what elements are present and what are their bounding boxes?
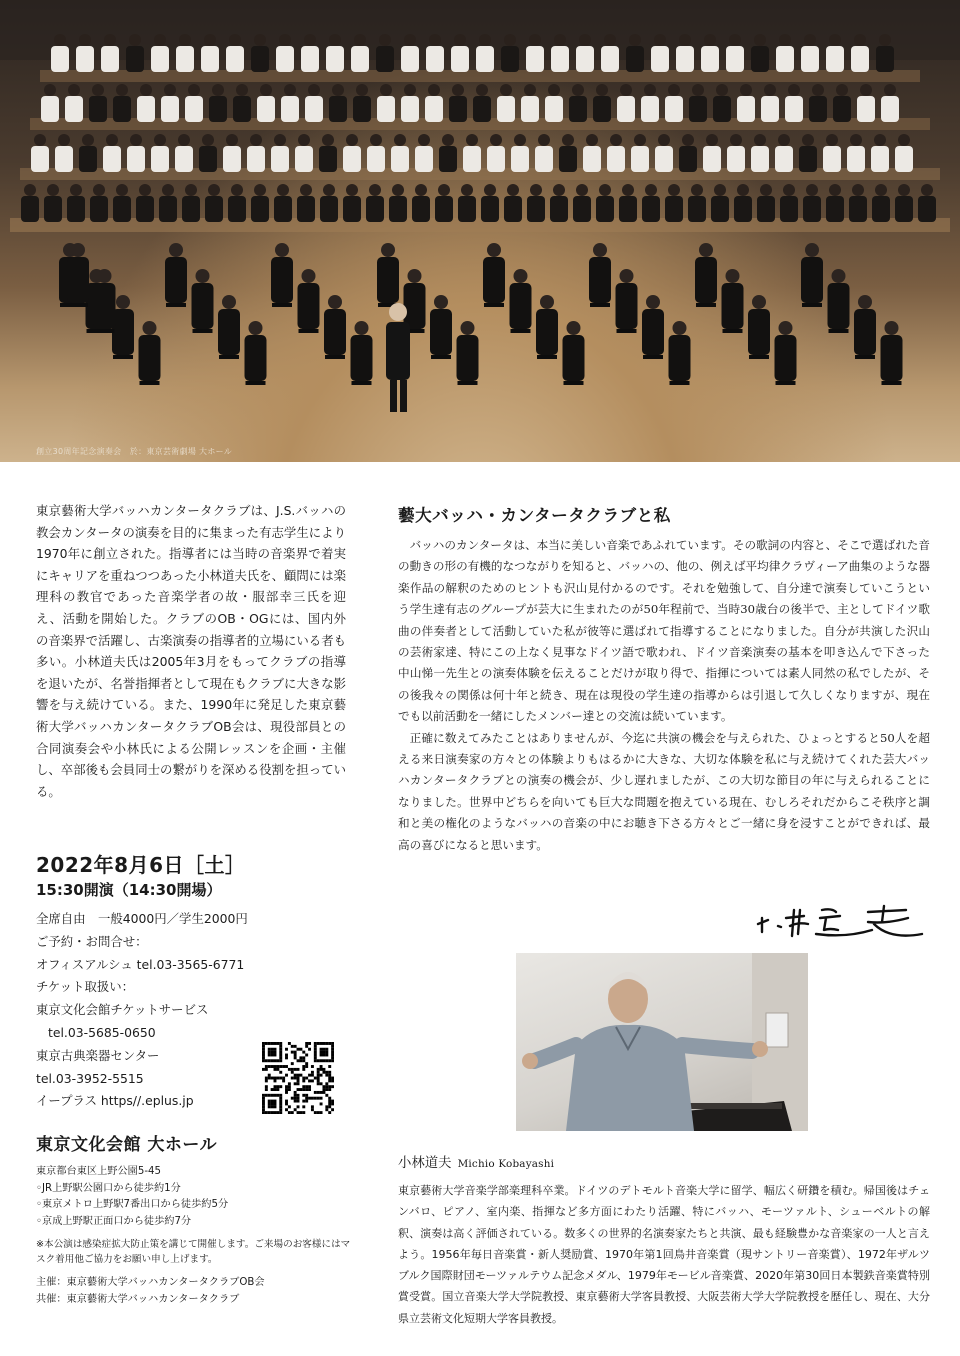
orchestra-player — [775, 321, 797, 385]
choir-member — [31, 134, 49, 172]
choir-member — [159, 184, 177, 222]
event-time: 15:30開演（14:30開場） — [36, 881, 222, 899]
orchestra-player — [642, 295, 664, 359]
orchestra-player — [616, 269, 638, 333]
orchestra-player — [218, 295, 240, 359]
choir-member — [79, 134, 97, 172]
ticket-service: 東京文化会館チケットサービス — [36, 1002, 209, 1018]
choir-member — [274, 184, 292, 222]
choir-member — [641, 84, 659, 122]
orchestra-player — [483, 243, 505, 307]
orchestra-player — [828, 269, 850, 333]
orchestra-player — [510, 269, 532, 333]
orchestra-player — [139, 321, 161, 385]
choir-member — [425, 84, 443, 122]
club-introduction: 東京藝術大学バッハカンタータクラブは、J.S.バッハの教会カンタータの演奏を目的に集まった有志学生により1970年に創立された。指導者には当時の音楽界で着実にキャリアを重ねつつあった小林道夫氏を、顧問には楽理科の教官であった音楽学者の故・服部幸三氏を迎え、活動を開始した。クラブのOB・OGには、国内外の音楽界で活躍し、古楽演奏の指導者的立場にいる者も多い。小林道夫氏は2005年3月をもってクラブの指導を退いたが、名誉指揮者として現在もクラブに大きな影響を与え続けている。また、1990年に発足した東京藝術大学バッハカンタータクラブOB会は、現役部員との合同演奏会や小林氏による公開レッスンを企画・主催し、卒部後も会員同士の繋がりを深める役割を担っている。 — [36, 503, 346, 799]
choir-member — [573, 184, 591, 222]
choir-member — [872, 184, 890, 222]
organizer: 主催：東京藝術大学バッハカンタータクラブOB会 — [36, 1277, 265, 1288]
choir-member — [751, 134, 769, 172]
choir-member — [205, 184, 223, 222]
choir-member — [161, 84, 179, 122]
choir-member — [412, 184, 430, 222]
choir-member — [67, 184, 85, 222]
choir-member — [463, 134, 481, 172]
orchestra-player — [589, 243, 611, 307]
choir-member — [895, 184, 913, 222]
choir-member — [596, 184, 614, 222]
choir-member — [775, 134, 793, 172]
essay-title: 藝大バッハ・カンタータクラブと私 — [398, 505, 671, 525]
choir-member — [90, 184, 108, 222]
co-organizer: 共催：東京藝術大学バッハカンタータクラブ — [36, 1293, 240, 1305]
choir-member — [833, 84, 851, 122]
orchestra-player — [457, 321, 479, 385]
choir-member — [849, 184, 867, 222]
conductor-name-ja: 小林道夫 — [398, 1156, 452, 1171]
biography-text: 東京藝術大学音楽学部楽理科卒業。ドイツのデトモルト音楽大学に留学、幅広く研鑽を積む。帰国後はチェンバロ、ピアノ、室内楽、指揮など多方面にわたり活躍、特にバッハ、モーツァルト、シューベルトの解釈、演奏は高く評価されている。数多くの世界的名演奏家たちと共演、最も経験豊かな音楽家の一人と言えよう。1956年毎日音楽賞・新人奨励賞、1970年第1回鳥井音楽賞（現サントリー音楽賞）、1972年ザルツブルク国際財団モーツァルテウム記念メダル、1979年モービル音楽賞、2020年第30回日本製鉄音楽賞特別賞受賞。国立音楽大学大学院教授、東京藝術大学客員教授、大阪芸術大学大学院教授を歴任し、現在、大分県立芸術文化短期大学客員教授。 — [398, 1184, 930, 1325]
choir-orchestra-illustration — [0, 0, 960, 462]
choir-member — [320, 184, 338, 222]
choir-member — [113, 184, 131, 222]
choir-member — [642, 184, 660, 222]
choir-member — [711, 184, 729, 222]
choir-member — [481, 184, 499, 222]
orchestra-player — [854, 295, 876, 359]
choir-member — [631, 134, 649, 172]
choir-member — [703, 134, 721, 172]
choir-member — [271, 134, 289, 172]
choir-member — [151, 134, 169, 172]
choir-member — [823, 134, 841, 172]
choir-member — [295, 134, 313, 172]
choir-member — [545, 84, 563, 122]
choir-member — [449, 84, 467, 122]
essay-paragraph-2: 正確に数えてみたことはありませんが、今迄に共演の機会を与えられた、ひょっとすると50人を超える来日演奏家の方々との体験よりもはるかに大きな、大切な体験を私に与え続けてくれた芸大バッハカンタータクラブとの演奏の機会が、少し遅れましたが、この大切な節目の年に与えられることになりました。世界中どちらを向いても巨大な問題を抱えている現在、むしろそれだからこそ秩序と調和と美の権化のようなバッハの音楽の中にお聴き下さる方々とご一緒に身を浸すことができれば、最高の喜びになると思います。 — [398, 730, 930, 852]
venue-info — [36, 1132, 356, 1308]
choir-orchestra-photo — [0, 0, 960, 462]
conductor-portrait-photo — [516, 953, 808, 1131]
choir-member — [689, 84, 707, 122]
choir-member — [688, 184, 706, 222]
choir-member — [761, 84, 779, 122]
orchestra-player — [801, 243, 823, 307]
choir-member — [737, 84, 755, 122]
choir-member — [521, 84, 539, 122]
early-music-center-tel: tel.03-3952-5515 — [36, 1070, 144, 1086]
access-keisei: ◦京成上野駅正面口から徒歩約7分 — [36, 1215, 192, 1227]
choir-member — [127, 134, 145, 172]
choir-member — [527, 184, 545, 222]
choir-member — [734, 184, 752, 222]
choir-member — [136, 184, 154, 222]
choir-member — [377, 84, 395, 122]
choir-member — [435, 184, 453, 222]
orchestra-players — [59, 243, 903, 385]
choir-member — [619, 184, 637, 222]
choir-member — [281, 84, 299, 122]
choir-member — [353, 84, 371, 122]
orchestra-player — [271, 243, 293, 307]
choir-member — [247, 134, 265, 172]
choir-member — [918, 184, 936, 222]
orchestra-player — [881, 321, 903, 385]
choir-member — [857, 84, 875, 122]
choir-member — [593, 84, 611, 122]
choir-member — [607, 134, 625, 172]
choir-member — [251, 184, 269, 222]
choir-member — [727, 134, 745, 172]
essay — [398, 503, 930, 856]
orchestra-player — [669, 321, 691, 385]
choir-member — [305, 84, 323, 122]
conductor-name — [398, 1153, 930, 1175]
choir-member — [65, 84, 83, 122]
choir-member — [44, 184, 62, 222]
ticket-service-tel: tel.03-5685-0650 — [48, 1024, 156, 1040]
photo-caption: 創立30周年記念演奏会 於：東京芸術劇場 大ホール — [36, 447, 233, 456]
choir-member — [185, 84, 203, 122]
orchestra-player — [165, 243, 187, 307]
choir-member — [780, 184, 798, 222]
choir-member — [257, 84, 275, 122]
choir-member — [487, 134, 505, 172]
choir-member — [569, 84, 587, 122]
choir-member — [103, 134, 121, 172]
choir-member — [871, 134, 889, 172]
ticket-price: 全席自由 一般4000円／学生2000円 — [36, 911, 248, 926]
choir-member — [881, 84, 899, 122]
choir-member — [21, 184, 39, 222]
event-date: 2022年8月6日［土］ — [36, 853, 246, 877]
early-music-center: 東京古典楽器センター — [36, 1047, 160, 1063]
choir-member — [209, 84, 227, 122]
choir-member — [757, 184, 775, 222]
conductor-name-en: Michio Kobayashi — [457, 1158, 555, 1170]
choir-member — [809, 84, 827, 122]
orchestra-player — [192, 269, 214, 333]
access-metro: ◦東京メトロ上野駅7番出口から徒歩約5分 — [36, 1199, 229, 1210]
choir-member — [415, 134, 433, 172]
choir-member — [458, 184, 476, 222]
choir-member — [319, 134, 337, 172]
choir-member — [803, 184, 821, 222]
orchestra-player — [536, 295, 558, 359]
orchestra-player — [748, 295, 770, 359]
reservation-label: ご予約・お問合せ： — [36, 933, 148, 949]
choir-member — [41, 84, 59, 122]
choir-member — [55, 134, 73, 172]
orchestra-player — [298, 269, 320, 333]
choir-member — [391, 134, 409, 172]
choir-member — [199, 134, 217, 172]
choir-member — [175, 134, 193, 172]
choir-member — [233, 84, 251, 122]
choir-member — [665, 84, 683, 122]
choir-member — [847, 134, 865, 172]
choir-member — [655, 134, 673, 172]
qr-code[interactable] — [262, 1042, 334, 1114]
eplus-link[interactable]: イープラス https//.eplus.jp — [36, 1093, 194, 1109]
choir-member — [228, 184, 246, 222]
conductor-biography — [398, 1153, 930, 1329]
choir-member — [329, 84, 347, 122]
conductor-portrait-illustration — [516, 953, 808, 1131]
choir-member — [343, 184, 361, 222]
choir-member — [559, 134, 577, 172]
choir-member — [713, 84, 731, 122]
orchestra-player — [351, 321, 373, 385]
access-jr: ◦JR上野駅公園口から徒歩約1分 — [36, 1182, 181, 1194]
essay-paragraph-1: バッハのカンタータは、本当に美しい音楽であふれています。その歌詞の内容と、そこで選ばれた音の動きの形の有機的なつながりを知ると、バッハの、他の、例えば平均律クラヴィーア曲集のような器楽作品の解釈のためのヒントも沢山見付かるのです。それを勉強して、自分達で演奏していこうという学生達有志のグループが芸大に生まれたのが50年程前で、当時30歳台の後半で、主としてドイツ歌曲の伴奏者として活動していた私が彼等に選ばれて指導することになりました。自分が共演した沢山の芸術家達、特にこの上なく見事なドイツ語で歌われ、ドイツ音楽演奏の基本を叩き込んで下さった中山悌一先生との演奏体験を伝えることだけが取り得で、指揮については素人同然の私でしたが、その後我々の関係は何十年と続き、現在は現役の学生達の指導からは引退して久しくなりますが、現在でも以前活動を一緒にしたメンバー達との交流は続いています。 — [398, 538, 930, 724]
orchestra-player — [695, 243, 717, 307]
choir-member — [504, 184, 522, 222]
choir-member — [297, 184, 315, 222]
choir-member — [679, 134, 697, 172]
choir-member — [583, 134, 601, 172]
choir-member — [511, 134, 529, 172]
choir-member — [665, 184, 683, 222]
choir-member — [343, 134, 361, 172]
choir-member — [497, 84, 515, 122]
choir-member — [895, 134, 913, 172]
orchestra-player — [324, 295, 346, 359]
choir-member — [401, 84, 419, 122]
handwritten-signature — [756, 900, 928, 940]
choir-member — [366, 184, 384, 222]
choir-member — [439, 134, 457, 172]
tickets-label: チケット取扱い： — [36, 979, 135, 995]
covid-note: ※本公演は感染症拡大防止策を講じて開催します。ご来場のお客様にはマスク着用他ご協力をお願い申し上げます。 — [36, 1239, 351, 1265]
choir-member — [89, 84, 107, 122]
venue-address: 東京都台東区上野公園5-45 — [36, 1166, 161, 1177]
venue-name: 東京文化会館 大ホール — [36, 1135, 218, 1155]
orchestra-player — [563, 321, 585, 385]
orchestra-player — [430, 295, 452, 359]
orchestra-player — [722, 269, 744, 333]
office-contact: オフィスアルシュ tel.03-3565-6771 — [36, 956, 245, 972]
choir-member — [182, 184, 200, 222]
choir-member — [799, 134, 817, 172]
choir-member — [137, 84, 155, 122]
orchestra-player — [377, 243, 399, 307]
choir-member — [785, 84, 803, 122]
choir-member — [535, 134, 553, 172]
choir-member — [617, 84, 635, 122]
orchestra-player — [245, 321, 267, 385]
choir-member — [389, 184, 407, 222]
qr-code-pattern — [262, 1042, 334, 1114]
choir-member — [473, 84, 491, 122]
choir-member — [550, 184, 568, 222]
choir-member — [367, 134, 385, 172]
choir-member — [223, 134, 241, 172]
choir-member — [113, 84, 131, 122]
choir-member — [826, 184, 844, 222]
